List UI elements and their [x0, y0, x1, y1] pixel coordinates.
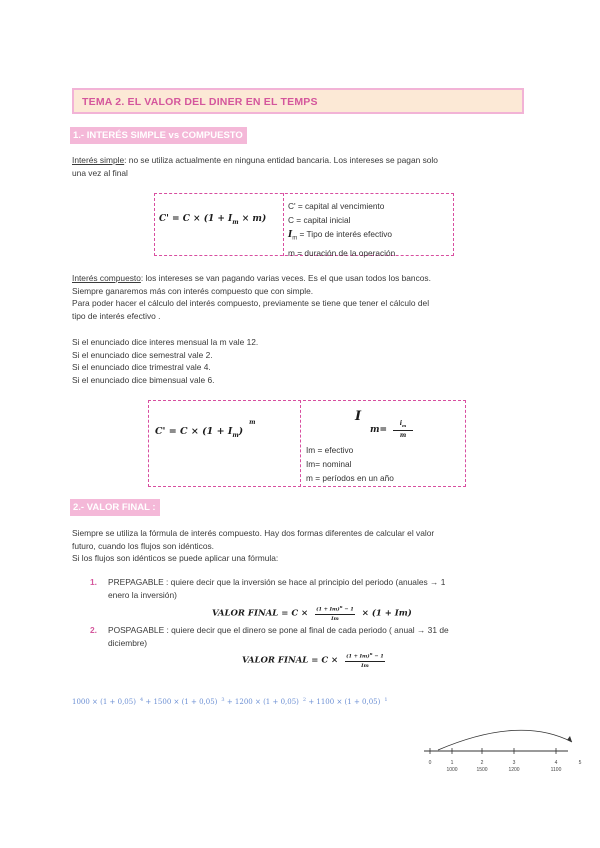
timeline-tick-label: 4 [554, 760, 558, 766]
item-text: enero la inversión) [108, 589, 177, 600]
intro-line: futuro, cuando los flujos son idénticos. [72, 540, 214, 551]
timeline-tick-label: 5 [578, 760, 582, 766]
timeline-tick-label: 1 [450, 760, 454, 766]
final-value-intro [72, 527, 542, 565]
term-base: + 1200 × (1 + 0,05) [226, 698, 299, 707]
compound-text-1: : los intereses se van pagando varias veces. Es el que usan todos los bancos. [140, 273, 431, 283]
term-base: + 1500 × (1 + 0,05) [145, 698, 218, 707]
compound-interest-legend [306, 443, 466, 485]
legend-line: Im = efectivo [306, 445, 354, 455]
timeline-amount: 1000 [446, 767, 458, 773]
legend-line [288, 227, 453, 246]
fraction-denominator: Im [361, 662, 369, 669]
fraction-exponent: n [339, 604, 343, 609]
fraction-numerator [345, 650, 385, 662]
formula-lhs: VALOR FINAL = C × [242, 655, 339, 666]
fraction-denominator: m [399, 432, 407, 440]
fraction-num-text: (1 + Im) [346, 653, 370, 660]
formula-box-divider [283, 193, 284, 256]
document-title: TEMA 2. EL VALOR DEL DINER EN EL TEMPS [82, 96, 318, 108]
compound-interest-term: Interés compuesto [72, 273, 141, 283]
formula-exponent: m [249, 419, 256, 426]
legend-line: m = duración de la operación [288, 247, 396, 258]
intro-line: Si los flujos son idénticos se puede aplicar una fórmula: [72, 553, 279, 563]
fraction-num-tail: − 1 [374, 653, 384, 660]
formula-rhs: × m) [241, 214, 267, 224]
fraction-denominator: Im [331, 615, 339, 622]
list-number: 1. [90, 577, 97, 587]
compound-text-3: Para poder hacer el cálculo del interés compuesto, previamente se tiene que tener el cálculo del [72, 298, 430, 308]
compound-interest-formula-box [148, 400, 466, 487]
formula-lhs: VALOR FINAL = C × [212, 608, 309, 619]
formula-fraction [345, 650, 385, 670]
example-term [227, 698, 306, 706]
compound-text-2: Siempre ganaremos más con interés compuesto que con simple. [72, 285, 314, 296]
timeline-tick-label: 2 [480, 760, 484, 766]
timeline-arc [438, 730, 572, 750]
term-base: + 1100 × (1 + 0,05) [308, 698, 381, 707]
simple-interest-formula-box [154, 193, 454, 256]
effective-rate-fraction [393, 419, 413, 440]
formula-fraction [315, 603, 355, 623]
rule-line: Si el enunciado dice trimestral vale 4. [72, 362, 211, 372]
section-1-heading: 1.- INTERÉS SIMPLE vs COMPUESTO [70, 127, 247, 144]
term-base: 1000 × (1 + 0,05) [72, 698, 136, 707]
compound-text-4: tipo de interés efectivo . [72, 310, 161, 321]
formula-box-divider [300, 400, 301, 487]
fraction-numerator [393, 419, 413, 431]
pospagable-formula [242, 650, 389, 670]
term-exp: 2 [302, 697, 307, 703]
legend-line: Im= nominal [306, 459, 352, 469]
prepagable-formula [212, 603, 412, 623]
legend-symbol-sub: m [292, 235, 298, 242]
item-text: PREPAGABLE : quiere decir que la inversión se hace al principio del periodo (anuales → 1 [108, 577, 446, 587]
rule-line: Si el enunciado dice bimensual vale 6. [72, 374, 215, 385]
formula-subscript: m [232, 218, 239, 226]
compound-interest-formula [155, 419, 256, 440]
legend-text: = Tipo de interés efectivo [299, 229, 393, 239]
item-text: diciembre) [108, 637, 148, 648]
legend-line: C = capital inicial [288, 215, 351, 225]
simple-interest-text: : no se utiliza actualmente en ninguna entidad bancaria. Los intereses se pagan solo [124, 155, 438, 165]
effective-rate-eq: m= [370, 425, 388, 435]
simple-interest-term: Interés simple [72, 155, 125, 165]
simple-interest-legend [288, 199, 453, 260]
fraction-numerator [315, 603, 355, 615]
document-title-box [72, 88, 524, 114]
section-2-heading: 2.- VALOR FINAL : [70, 499, 160, 516]
formula-close: ) [238, 426, 244, 438]
timeline-tick-label: 0 [428, 760, 432, 766]
list-number: 2. [90, 625, 97, 635]
fraction-num-sub: m [402, 423, 407, 429]
example-term [145, 698, 224, 706]
timeline-amount: 1100 [550, 767, 562, 773]
fraction-exponent: n [369, 651, 373, 656]
simple-interest-formula [159, 214, 266, 226]
formula-lhs: C' = C × (1 + I [159, 214, 233, 224]
term-exp: 3 [221, 697, 225, 703]
fraction-num-tail: − 1 [344, 606, 354, 613]
legend-line: m = períodos en un año [306, 473, 394, 483]
term-exp: 1 [384, 697, 388, 703]
simple-interest-paragraph [72, 154, 532, 179]
timeline-amount: 1500 [476, 767, 488, 773]
intro-line: Siempre se utiliza la fórmula de interés compuesto. Hay dos formas diferentes de calcular el valor [72, 528, 435, 538]
item-text: POSPAGABLE : quiere decir que el dinero se pone al final de cada periodo ( anual → 31 de [108, 625, 449, 635]
compound-interest-paragraph [72, 272, 542, 322]
legend-symbol: I [288, 230, 293, 240]
formula-subscript: m [232, 432, 239, 440]
pospagable-item [90, 624, 530, 649]
timeline-amount: 1200 [508, 767, 520, 773]
fraction-num-text: i [399, 420, 403, 427]
period-rules [72, 336, 472, 386]
legend-line: C' = capital al vencimiento [288, 201, 385, 211]
fraction-num-text: (1 + Im) [316, 606, 340, 613]
rule-line: Si el enunciado dice interes mensual la m vale 12. [72, 337, 259, 347]
example-term [72, 698, 143, 706]
term-exp: 4 [139, 697, 144, 703]
simple-interest-text-2: una vez al final [72, 167, 128, 178]
example-calculation [72, 697, 388, 706]
formula-lhs: C' = C × (1 + I [155, 426, 233, 438]
rule-line: Si el enunciado dice semestral vale 2. [72, 349, 213, 360]
example-term [308, 698, 387, 706]
prepagable-item [90, 576, 530, 601]
formula-tail: × (1 + Im) [361, 608, 412, 619]
timeline-tick-label: 3 [512, 760, 516, 766]
effective-rate-symbol: I [355, 409, 362, 424]
